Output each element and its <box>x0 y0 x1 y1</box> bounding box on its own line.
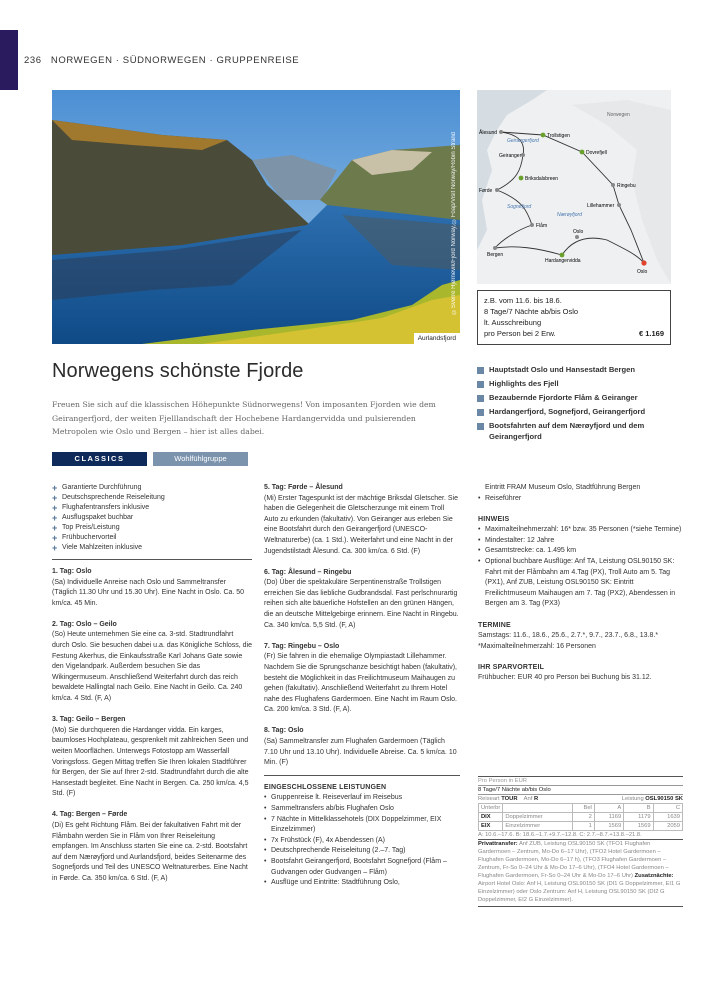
price-teaser-box <box>477 290 671 345</box>
day-6: 6. Tag: Ålesund – Ringebu (Do) Über die spektakuläre Serpentinenstraße Trollstigen erreichen Sie das liebliche Gudbrandsdal. Fast perlschnurartig reihen sich alte bäuerliche Hofstellen an den grünen Hängen, die an deutsche Mittelgebirge erinnern. Eine Nacht in Ringebu. Ca. 340 km/ca. 5,5 Std. (F, A) <box>264 568 459 629</box>
highlight-item: Highlights des Fjell <box>477 379 687 390</box>
svg-text:Oslo: Oslo <box>637 269 648 275</box>
included-list <box>264 793 460 888</box>
included-item: • 7x Frühstück (F), 4x Abendessen (A) <box>264 836 385 844</box>
page-header <box>24 55 299 66</box>
price-note: lt. Ausschreibung <box>484 318 542 327</box>
termine-section: TERMINE Samstags: 11.6., 18.6., 25.6., 2.7.*, 9.7., 23.7., 6.8., 13.8.* *Maximalteilnehmerzahl: 16 Personen <box>478 621 659 650</box>
included-item: • Ausflüge und Eintritte: Stadtführung Oslo, <box>264 879 400 887</box>
divider <box>52 559 252 560</box>
price-extras: Privattransfer: Anf ZUB, Leistung OSL90150 SK (TFO1 Flughafen Gardermoen – Zentrum, Mo-Do 6–17 Uhr), (TFO2 Hotel Gardermoen – Flughafen Gardermoen, Mo-Do 6–17 h), (TFO3 Flughafen Gardermoen – Zentrum, Fr-So 0–24 Uhr & Mo-Do 17–6 Uhr), (TFO4 Hotel Gardermoen – Flughafen Gardermoen, Fr-So 0–24 Uhr & Mo-Do 17–6 Uhr) Zusatznächte: Airport Hotel Oslo: Anf H, Leistung OSL90150 SK (DI1 G Doppelzimmer, EI1 G Einzelzimmer) oder Oslo Zentrum: Anf H, Leistung OSL90150 SK (DI2 G Doppelzimmer, EI2 G Einzelzimmer). <box>478 839 683 907</box>
square-bullet-icon <box>477 423 484 430</box>
feature-item: + Ausflugspaket buchbar <box>52 513 134 523</box>
intro-text: Freuen Sie sich auf die klassischen Höhepunkte Südnorwegens! Von imposanten Fjorden wie dem Geirangerfjord, der weiten Fjelllandschaft der Hochebene Hardangervidda und pulsierenden Metropolen wie Oslo und Bergen – hier ist alles dabei. <box>52 400 436 436</box>
price-table-header: Pro Person in EUR <box>478 776 683 785</box>
feature-item: + Flughafentransfers inklusive <box>52 503 150 513</box>
svg-text:Trollstigen: Trollstigen <box>547 133 570 139</box>
tag-classics: CLASSICS <box>52 452 147 466</box>
svg-text:Flåm: Flåm <box>536 223 548 229</box>
svg-text:Lillehammer: Lillehammer <box>587 203 615 209</box>
svg-text:Briksdalsbreen: Briksdalsbreen <box>525 176 559 182</box>
square-bullet-icon <box>477 395 484 402</box>
fjord-photo <box>52 90 460 344</box>
highlight-item: Bezaubernde Fjordorte Flåm & Geiranger <box>477 393 687 404</box>
table-row: EIX Einzelzimmer 1 1569 1569 2059 <box>479 822 683 831</box>
day-1: 1. Tag: Oslo (Sa) Individuelle Anreise nach Oslo und Sammeltransfer (Täglich 11.30 Uhr und 15.30 Uhr). Eine Nacht in Oslo. Ca. 50 km/ca. 45 Min. <box>52 568 245 607</box>
svg-text:Førde: Førde <box>479 188 493 194</box>
svg-text:Ringebu: Ringebu <box>617 183 636 189</box>
included-title: EINGESCHLOSSENE LEISTUNGEN <box>264 783 387 791</box>
included-item: • Deutschprechende Reiseleitung (2.–7. Tag) <box>264 847 406 855</box>
feature-item: + Garantierte Durchführung <box>52 483 142 493</box>
svg-text:Hardangervidda: Hardangervidda <box>545 258 581 264</box>
price-table-codes: Reiseart TOUR Anf R Leistung OSL90150 SK <box>478 796 683 802</box>
feature-item: + Frühbuchervorteil <box>52 533 117 543</box>
itinerary-column-1 <box>52 483 252 895</box>
photo-credit: ©Sverre Hjørnevik/Fjord Norway, ©Foap/Visit Norway/Robin Strand <box>451 131 457 314</box>
plus-icon: + <box>52 513 58 523</box>
svg-text:Oslo: Oslo <box>573 229 584 235</box>
day-7: 7. Tag: Ringebu – Oslo (Fr) Sie fahren in die ehemalige Olympiastadt Lillehammer. Nachdem Sie die Sprungschanze besichtigt haben (fakultativ), besteht die Möglichkeit in das Freilichtmuseum Maihaugen zu gehen (fakultativ). Anschließend Weiterfahrt zu Ihrem Hotel nahe des Flughafens Gardermoen. Eine Nacht im Raum Oslo. Ca. 200 km/ca. 3 Std. (F, A). <box>264 642 457 714</box>
info-column <box>478 483 683 695</box>
svg-text:Bergen: Bergen <box>487 252 504 258</box>
plus-icon: + <box>52 543 58 553</box>
price-basis: pro Person bei 2 Erw. <box>484 329 556 338</box>
category-tags <box>52 452 248 466</box>
section-color-bar <box>0 30 18 90</box>
route-map <box>477 90 671 284</box>
square-bullet-icon <box>477 367 484 374</box>
feature-item: + Viele Mahlzeiten inklusive <box>52 543 143 553</box>
svg-text:Geiranger: Geiranger <box>499 153 522 159</box>
included-item: • Sammeltransfers ab/bis Flughafen Oslo <box>264 804 394 812</box>
highlight-item: Bootsfahrten auf dem Nærøyfjord und dem Geirangerfjord <box>477 421 687 442</box>
highlight-item: Hauptstadt Oslo und Hansestadt Bergen <box>477 365 687 376</box>
photo-caption: Aurlandsfjord <box>414 333 460 344</box>
features-list <box>52 483 252 553</box>
day-4: 4. Tag: Bergen – Førde (Di) Es geht Richtung Flåm. Bei der fakultativen Fahrt mit der Flåmbahn werden Sie in Flåm von Ihrer Reiseleitung empfangen. Im Anschluss starten Sie eine ca. 2-std. Bootsfahrt auf dem Nærøyfjord und Aurlandsfjord, beides Seitenarme des Sognefjords und Teil des UNESCO Weltnaturerbes. Eine Nacht in Førde. Ca. 350 km/ca. 6 Std. (F, A) <box>52 811 248 882</box>
day-2: 2. Tag: Oslo – Geilo (So) Heute unternehmen Sie eine ca. 3-std. Stadtrundfahrt durch Oslo. Sie besuchen dabei u.a. das Königliche Schloss, die Festung Akerhus, die Einkaufsstraße Karl Johans Gate sowie den Vigelandpark. Außerdem besuchen Sie das Wikingermuseum. Anschließend Weiterfahrt durch das reich bewaldete Hallingtal nach Geilo. Eine Nacht in Geilo. Ca. 240 km/ca. 4 Std. (F, A) <box>52 620 253 703</box>
day-8: 8. Tag: Oslo (Sa) Sammeltransfer zum Flughafen Gardermoen (Täglich 7.10 Uhr und 13.10 Uhr). Individuelle Abreise. Ca. 5 km/ca. 10 Min. (F) <box>264 727 457 767</box>
price-duration: 8 Tage/7 Nächte ab/bis Oslo <box>484 307 579 316</box>
included-item: • Gruppenreise lt. Reiseverlauf im Reisebus <box>264 794 403 802</box>
price-table <box>478 776 683 907</box>
included-item: • Bootsfahrt Geirangerfjord, Bootsfahrt Sognefjord (Flåm – Gudvangen oder Gudvangen – Flåm) <box>264 857 447 876</box>
svg-text:Ålesund: Ålesund <box>479 130 498 136</box>
feature-item: + Deutschsprechende Reiseleitung <box>52 493 165 503</box>
plus-icon: + <box>52 503 58 513</box>
svg-text:Dovrefjell: Dovrefjell <box>586 150 607 156</box>
page-number: 236 <box>24 55 42 66</box>
price-example-dates: z.B. vom 11.6. bis 18.6. <box>484 296 562 305</box>
svg-text:Sognefjord: Sognefjord <box>507 204 532 210</box>
fjord-landscape-image <box>52 90 460 344</box>
plus-icon: + <box>52 483 58 493</box>
plus-icon: + <box>52 533 58 543</box>
map-country-label: Norwegen <box>607 112 630 118</box>
included-continuation: Eintritt FRAM Museum Oslo, Stadtführung Bergen <box>485 484 641 491</box>
plus-icon: + <box>52 523 58 533</box>
sparvorteil-section: IHR SPARVORTEIL Frühbucher: EUR 40 pro Person bei Buchung bis 31.12. <box>478 663 652 682</box>
hinweis-item: • Maximalteilnehmerzahl: 16* bzw. 35 Personen (*siehe Termine) <box>478 526 682 534</box>
page-title: Norwegens schönste Fjorde <box>52 360 304 382</box>
highlight-item: Hardangerfjord, Sognefjord, Geirangerfjord <box>477 407 687 418</box>
svg-text:Geirangerfjord: Geirangerfjord <box>507 138 539 144</box>
table-row: DIX Doppelzimmer 2 1169 1179 1639 <box>479 813 683 822</box>
plus-icon: + <box>52 493 58 503</box>
hinweis-item: • Optional buchbare Ausflüge: Anf TA, Leistung OSL90150 SK: Fahrt mit der Flåmbahn am 4.Tag (PX), Troll Auto am 5. Tag (PX1), Anf ZUB, Leistung OSL90150 SK: Eintritt Freilichtmuseum Maihaugen am 7. Tag (PX2), Abendessen in Bergen am 3. Tag (PX3) <box>478 558 676 608</box>
price-seasons: A: 10.6.–17.6. B: 18.6.–1.7.+9.7.–12.8. C: 2.7.–8.7.+13.8.–21.8. <box>478 832 642 838</box>
square-bullet-icon <box>477 409 484 416</box>
price-grid: Unterbr Bel A B C DIX Doppelzimmer 2 1169 1179 1639 EIX Einzelzimmer 1 1569 1569 2059 <box>478 803 683 831</box>
square-bullet-icon <box>477 381 484 388</box>
hinweis-item: • Mindestalter: 12 Jahre <box>478 536 555 544</box>
divider <box>264 775 460 776</box>
hinweis-item: • Gesamtstrecke: ca. 1.495 km <box>478 547 577 555</box>
included-item: • Reiseführer <box>478 494 522 502</box>
day-5: 5. Tag: Førde – Ålesund (Mi) Erster Tagespunkt ist der mächtige Briksdal Gletscher. Sie haben die Gelegenheit die Gletscherzunge mit einem Troll Auto zu erkunden (fakultativ). Von Geiranger aus erleben Sie eine Bootsfahrt durch den Geirangerfjord (UNESCO-Weltnaturerbe) (ca. 1 Std.). Weiterfahrt und eine Nacht in der Jugendstilstadt Ålesund. Ca. 300 km/ca. 6 Std. (F) <box>264 484 459 555</box>
highlights-list <box>477 365 687 446</box>
feature-item: + Top Preis/Leistung <box>52 523 120 533</box>
itinerary-column-2 <box>264 483 460 889</box>
day-3: 3. Tag: Geilo – Bergen (Mo) Sie durchqueren die Hardanger vidda. Ein karges, baumloses Hochplateau, gesprenkelt mit zahlreichen Seen und weiten Moorflächen. Unterwegs Fotostopp am Wasserfall Voringsfoss. Gegen Mittag treffen Sie Ihren lokalen Stadtführer für Bergen, der Sie auf Ihrer 2-std. Stadtrundfahrt durch die alte Hansestadt begleitet. Eine Nacht in Bergen. Ca. 250 km/ca. 4,5 Std. (F) <box>52 716 249 798</box>
price-value: € 1.169 <box>638 329 664 338</box>
hinweis-section: HINWEIS • Maximalteilnehmerzahl: 16* bzw. 35 Personen (*siehe Termine) • Mindestalter: 12 Jahre • Gesamtstrecke: ca. 1.495 km • Optional buchbare Ausflüge: Anf TA, Leistung OSL90150 SK: Fahrt mit der Flåmbahn am 4.Tag (PX), Troll Auto am 5. Tag (PX1), Anf ZUB, Leistung OSL90150 SK: Eintritt Freilichtmuseum Maihaugen am 7. Tag (PX2), Abendessen in Bergen am 3. Tag (PX3) <box>478 515 683 610</box>
svg-text:Nærøyfjord: Nærøyfjord <box>557 212 583 218</box>
tag-wohlfuehlgruppe: Wohlfühlgruppe <box>153 452 248 466</box>
breadcrumb: NORWEGEN · SÜDNORWEGEN · GRUPPENREISE <box>50 55 300 66</box>
included-item: • 7 Nächte in Mittelklassehotels (DIX Doppelzimmer, EIX Einzelzimmer) <box>264 815 442 834</box>
price-table-duration: 8 Tage/7 Nächte ab/bis Oslo <box>478 785 683 794</box>
